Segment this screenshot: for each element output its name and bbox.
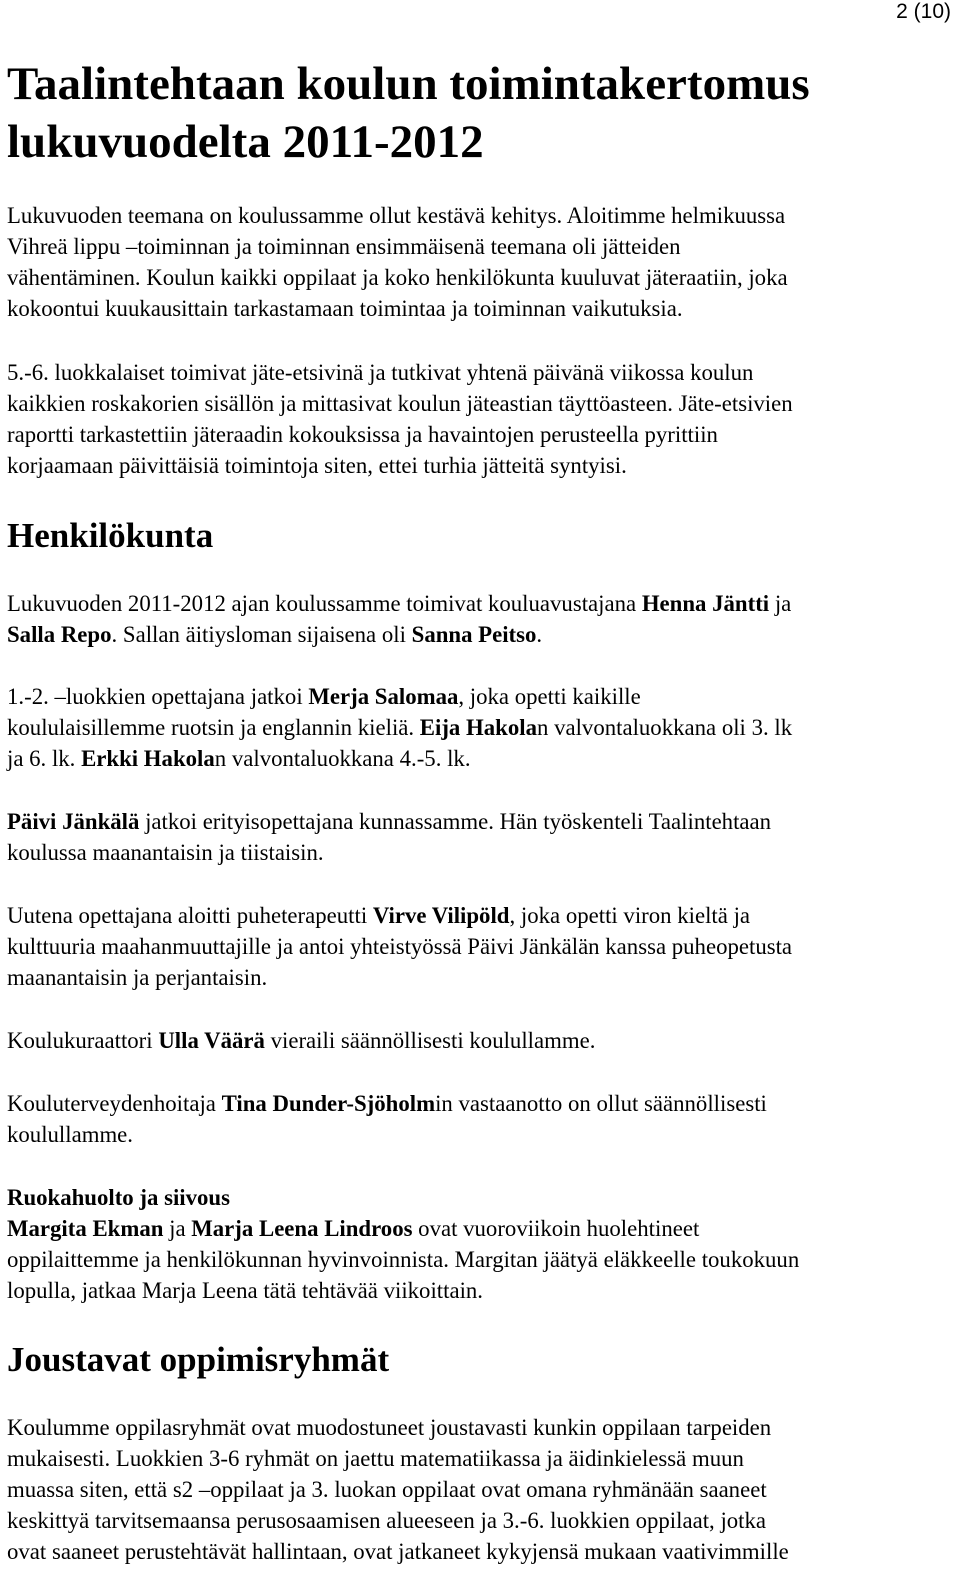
text-span: Uutena opettajana aloitti puheterapeutti <box>7 903 373 928</box>
text-span: ja <box>769 591 792 616</box>
staff-paragraph-speech-therapist <box>7 900 792 993</box>
text-span: ovat vuoroviikoin huolehtineet <box>412 1216 700 1241</box>
text-span: , joka opetti kaikille <box>458 684 641 709</box>
text-line <box>7 743 792 774</box>
person-name: Henna Jäntti <box>641 591 770 616</box>
text-span: koululaisillemme ruotsin ja englannin kieliä. <box>7 715 420 740</box>
text-line: vähentäminen. Koulun kaikki oppilaat ja koko henkilökunta kuuluvat jäteraatiin, joka <box>7 265 788 290</box>
title-line: Taalintehtaan koulun toimintakertomus <box>7 58 810 110</box>
person-name: Eija Hakola <box>419 715 537 740</box>
text-line: muassa siten, että s2 –oppilaat ja 3. luokan oppilaat ovat omana ryhmänään saaneet <box>7 1477 767 1502</box>
person-name: Erkki Hakola <box>81 746 215 771</box>
text-line: koulussa maanantaisin ja tiistaisin. <box>7 840 324 865</box>
title-line: lukuvuodelta 2011-2012 <box>7 116 484 168</box>
text-line <box>7 712 792 743</box>
text-line: oppilaittemme ja henkilökunnan hyvinvoinnista. Margitan jäätyä eläkkeelle toukokuun <box>7 1247 800 1272</box>
text-line: 5.-6. luokkalaiset toimivat jäte-etsivinä ja tutkivat yhtenä päivänä viikossa koulun <box>7 360 754 385</box>
text-line <box>7 806 771 837</box>
person-name: Ulla Väärä <box>158 1028 265 1053</box>
text-line: raportti tarkastettiin jäteraadin kokouksissa ja havaintojen perusteella pyrittiin <box>7 422 718 447</box>
text-span: Lukuvuoden 2011-2012 ajan koulussamme toimivat kouluavustajana <box>7 591 642 616</box>
text-line: keskittyä tarvitsemaansa perusosaamisen alueeseen ja 3.-6. luokkien oppilaat, jotka <box>7 1508 767 1533</box>
person-name: Salla Repo <box>7 622 112 647</box>
section-heading-flexible-groups: Joustavat oppimisryhmät <box>7 1340 390 1379</box>
text-line <box>7 588 791 619</box>
text-span: Kouluterveydenhoitaja <box>7 1091 222 1116</box>
text-span: jatkoi erityisopettajana kunnassamme. Hän työskenteli Taalintehtaan <box>139 809 772 834</box>
text-line: Vihreä lippu –toiminnan ja toiminnan ensimmäisenä teemana oli jätteiden <box>7 234 681 259</box>
text-span: in vastaanotto on ollut säännöllisesti <box>435 1091 767 1116</box>
text-line: Lukuvuoden teemana on koulussamme ollut kestävä kehitys. Aloitimme helmikuussa <box>7 203 786 228</box>
page-number: 2 (10) <box>896 0 951 23</box>
text-line <box>7 681 792 712</box>
subheading-catering <box>7 1182 799 1213</box>
staff-paragraph-assistants <box>7 588 791 650</box>
text-span: 1.-2. –luokkien opettajana jatkoi <box>7 684 309 709</box>
text-line: korjaamaan päivittäisiä toimintoja siten, ettei turhia jätteitä syntyisi. <box>7 453 627 478</box>
text-line <box>7 619 791 650</box>
section-heading-staff: Henkilökunta <box>7 516 214 555</box>
intro-paragraph <box>7 200 788 324</box>
text-line <box>7 900 792 931</box>
text-line: ovat saaneet perustehtävät hallintaan, ovat jatkaneet kykyjensä mukaan vaativimmille <box>7 1539 789 1564</box>
text-line: Koulumme oppilasryhmät ovat muodostuneet joustavasti kunkin oppilaan tarpeiden <box>7 1415 772 1440</box>
text-span: ja <box>163 1216 192 1241</box>
person-name: Tina Dunder-Sjöholm <box>221 1091 436 1116</box>
text-span: n valvontaluokkana 4.-5. lk. <box>214 746 471 771</box>
staff-paragraph-teachers <box>7 681 792 774</box>
text-span: . <box>536 622 543 647</box>
flexible-groups-paragraph <box>7 1412 789 1567</box>
text-line: maanantaisin ja perjantaisin. <box>7 965 268 990</box>
waste-detectives-paragraph <box>7 357 793 481</box>
staff-paragraph-special-ed <box>7 806 771 868</box>
person-name: Sanna Peitso <box>411 622 537 647</box>
text-line <box>7 1025 595 1056</box>
staff-paragraph-catering <box>7 1182 799 1306</box>
person-name: Marja Leena Lindroos <box>191 1216 413 1241</box>
text-span: n valvontaluokkana oli 3. lk <box>536 715 793 740</box>
staff-paragraph-nurse <box>7 1088 767 1150</box>
text-span: , joka opetti viron kieltä ja <box>509 903 751 928</box>
staff-paragraph-curator <box>7 1025 595 1056</box>
person-name: Merja Salomaa <box>308 684 459 709</box>
subheading-text: Ruokahuolto ja siivous <box>7 1185 230 1210</box>
text-line: koulullamme. <box>7 1122 133 1147</box>
text-line: kokoontui kuukausittain tarkastamaan toimintaa ja toiminnan vaikutuksia. <box>7 296 683 321</box>
text-line: lopulla, jatkaa Marja Leena tätä tehtävää viikoittain. <box>7 1278 483 1303</box>
text-span: . Sallan äitiysloman sijaisena oli <box>111 622 412 647</box>
document-title <box>7 55 810 171</box>
text-span: vieraili säännöllisesti koulullamme. <box>264 1028 596 1053</box>
text-span: ja 6. lk. <box>7 746 82 771</box>
text-line <box>7 1213 799 1244</box>
person-name: Margita Ekman <box>7 1216 164 1241</box>
text-line: mukaisesti. Luokkien 3-6 ryhmät on jaettu matematiikassa ja äidinkielessä muun <box>7 1446 744 1471</box>
text-span: Koulukuraattori <box>7 1028 159 1053</box>
text-line: kulttuuria maahanmuuttajille ja antoi yhteistyössä Päivi Jänkälän kanssa puheopetusta <box>7 934 793 959</box>
person-name: Päivi Jänkälä <box>7 809 140 834</box>
text-line: kaikkien roskakorien sisällön ja mittasivat koulun jäteastian täyttöasteen. Jäte-etsivien <box>7 391 793 416</box>
person-name: Virve Vilipöld <box>372 903 510 928</box>
text-line <box>7 1088 767 1119</box>
